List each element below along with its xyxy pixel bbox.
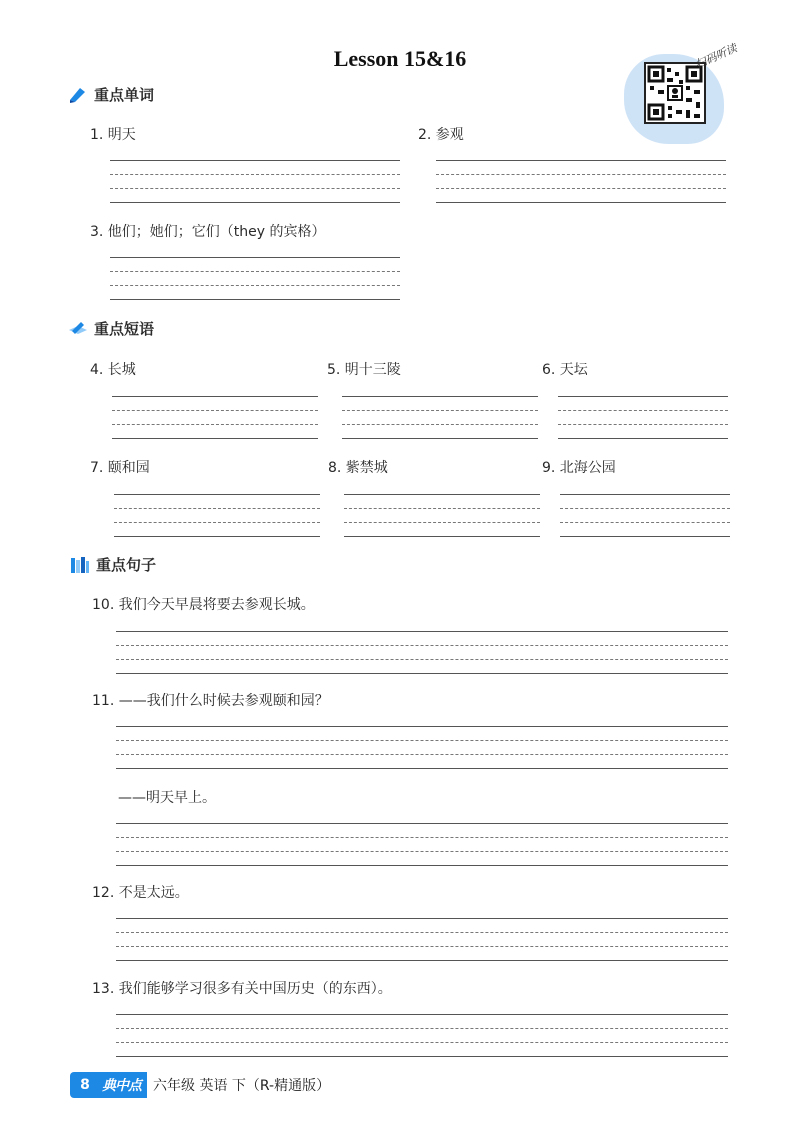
answer-lines-13[interactable] [116,1014,728,1058]
answer-lines-9[interactable] [560,494,730,538]
phrase-item-6: 6. 天坛 [542,362,588,378]
sentence-item-13: 13. 我们能够学习很多有关中国历史（的东西）。 [92,981,392,997]
answer-lines-11a[interactable] [116,726,728,770]
answer-lines-11b[interactable] [116,823,728,867]
books-icon [70,556,90,574]
section-header-sentences: 重点句子 [70,554,156,575]
section-header-words: 重点单词 [68,84,154,105]
sentence-item-12: 12. 不是太远。 [92,885,189,901]
word-item-1: 1. 明天 [90,127,136,143]
answer-lines-4[interactable] [112,396,318,440]
answer-lines-1[interactable] [110,160,400,204]
qr-code-icon[interactable] [644,62,706,124]
book-title: 六年级 英语 下（R-精通版） [153,1078,331,1094]
phrase-item-8: 8. 紫禁城 [328,460,388,476]
sentence-item-10: 10. 我们今天早晨将要去参观长城。 [92,597,315,613]
word-item-2: 2. 参观 [418,127,464,143]
page-title: Lesson 15&16 [333,46,467,71]
qr-badge[interactable] [624,41,739,144]
phrase-item-4: 4. 长城 [90,362,136,378]
answer-lines-2[interactable] [436,160,726,204]
brand-logo: 典中点 [100,1072,147,1098]
section-header-phrases: 重点短语 [68,318,154,339]
page-number: 8 [70,1072,100,1098]
phrase-item-9: 9. 北海公园 [542,460,616,476]
qr-scan-label: 扫码听读 [693,41,739,72]
book-pen-icon [68,320,88,338]
answer-lines-8[interactable] [344,494,540,538]
phrase-item-7: 7. 颐和园 [90,460,150,476]
answer-lines-7[interactable] [114,494,320,538]
answer-lines-12[interactable] [116,918,728,962]
answer-lines-5[interactable] [342,396,538,440]
phrase-item-5: 5. 明十三陵 [327,362,401,378]
sentence-item-11-question: 11. ——我们什么时候去参观颐和园？ [92,693,329,709]
page-footer [70,1072,330,1098]
word-item-3: 3. 他们；她们；它们（they 的宾格） [90,224,326,240]
pen-icon [68,86,88,104]
answer-lines-10[interactable] [116,631,728,675]
answer-lines-6[interactable] [558,396,728,440]
sentence-item-11-answer: ——明天早上。 [118,790,216,806]
answer-lines-3[interactable] [110,257,400,301]
